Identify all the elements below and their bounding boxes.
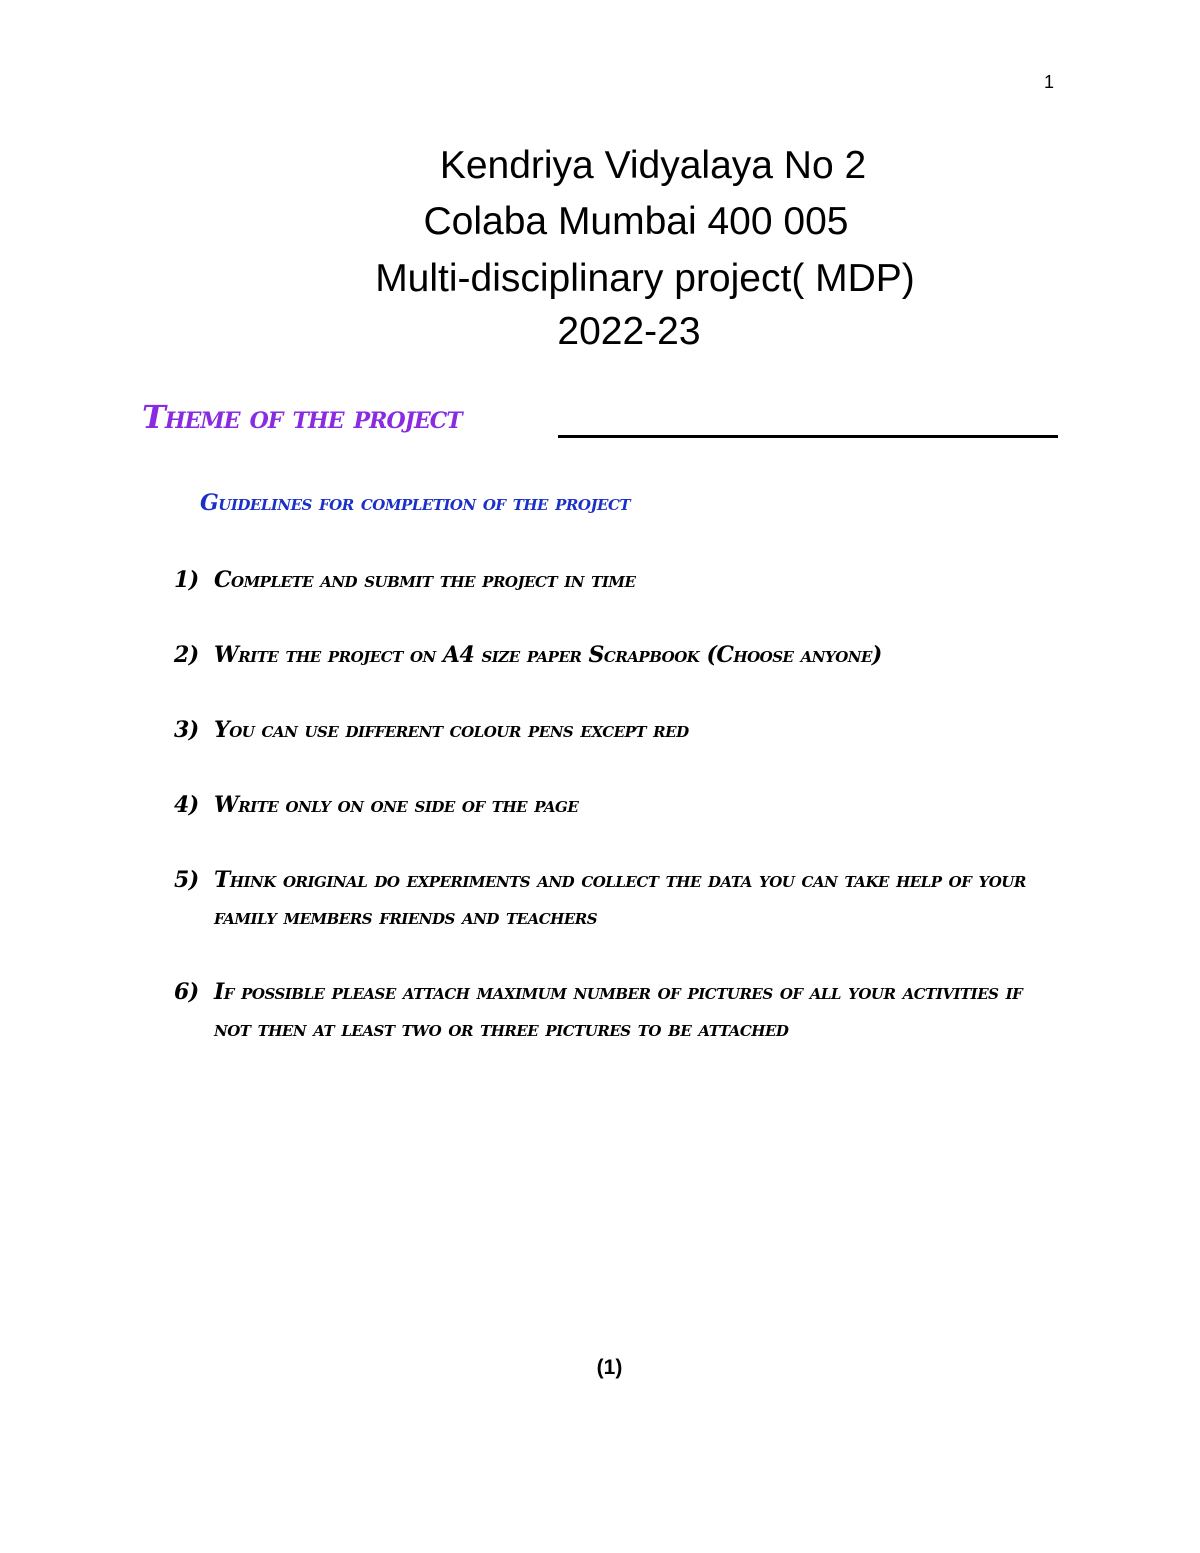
- theme-fill-line[interactable]: [558, 435, 1058, 438]
- item-number: 6): [174, 979, 199, 1005]
- list-item: [174, 974, 1064, 1048]
- school-name: Kendriya Vidyalaya No 2: [439, 144, 867, 187]
- list-item: [174, 637, 1064, 674]
- item-text: You can use different colour pens except red: [214, 717, 689, 743]
- project-title: Multi-disciplinary project( MDP): [375, 257, 915, 300]
- item-text: Write only on one side of the page: [214, 792, 579, 818]
- item-number: 5): [174, 867, 199, 893]
- item-number: 4): [174, 792, 199, 818]
- item-number: 3): [174, 717, 199, 743]
- guidelines-title: Guidelines for completion of the project: [200, 490, 631, 516]
- item-text: If possible please attach maximum number of pictures of all your activities if not then at least two or three pictures to be attached: [214, 979, 1023, 1042]
- list-item: [174, 562, 1064, 599]
- item-number: 1): [174, 567, 199, 593]
- item-number: 2): [174, 642, 199, 668]
- item-text: Think original do experiments and collect the data you can take help of your family members friends and teachers: [214, 867, 1026, 930]
- theme-row: [142, 398, 1058, 442]
- footer-page-number: (1): [596, 1356, 623, 1379]
- school-address: Colaba Mumbai 400 005: [423, 200, 849, 243]
- item-text: Complete and submit the project in time: [214, 567, 636, 593]
- page-number-top: 1: [1044, 72, 1055, 92]
- academic-year: 2022-23: [557, 310, 701, 353]
- list-item: [174, 787, 1064, 824]
- guidelines-list: [174, 562, 1064, 1086]
- item-text: Write the project on A4 size paper Scrapbook (Choose anyone): [214, 642, 882, 668]
- list-item: [174, 712, 1064, 749]
- theme-label: Theme of the project: [142, 398, 462, 436]
- list-item: [174, 862, 1064, 936]
